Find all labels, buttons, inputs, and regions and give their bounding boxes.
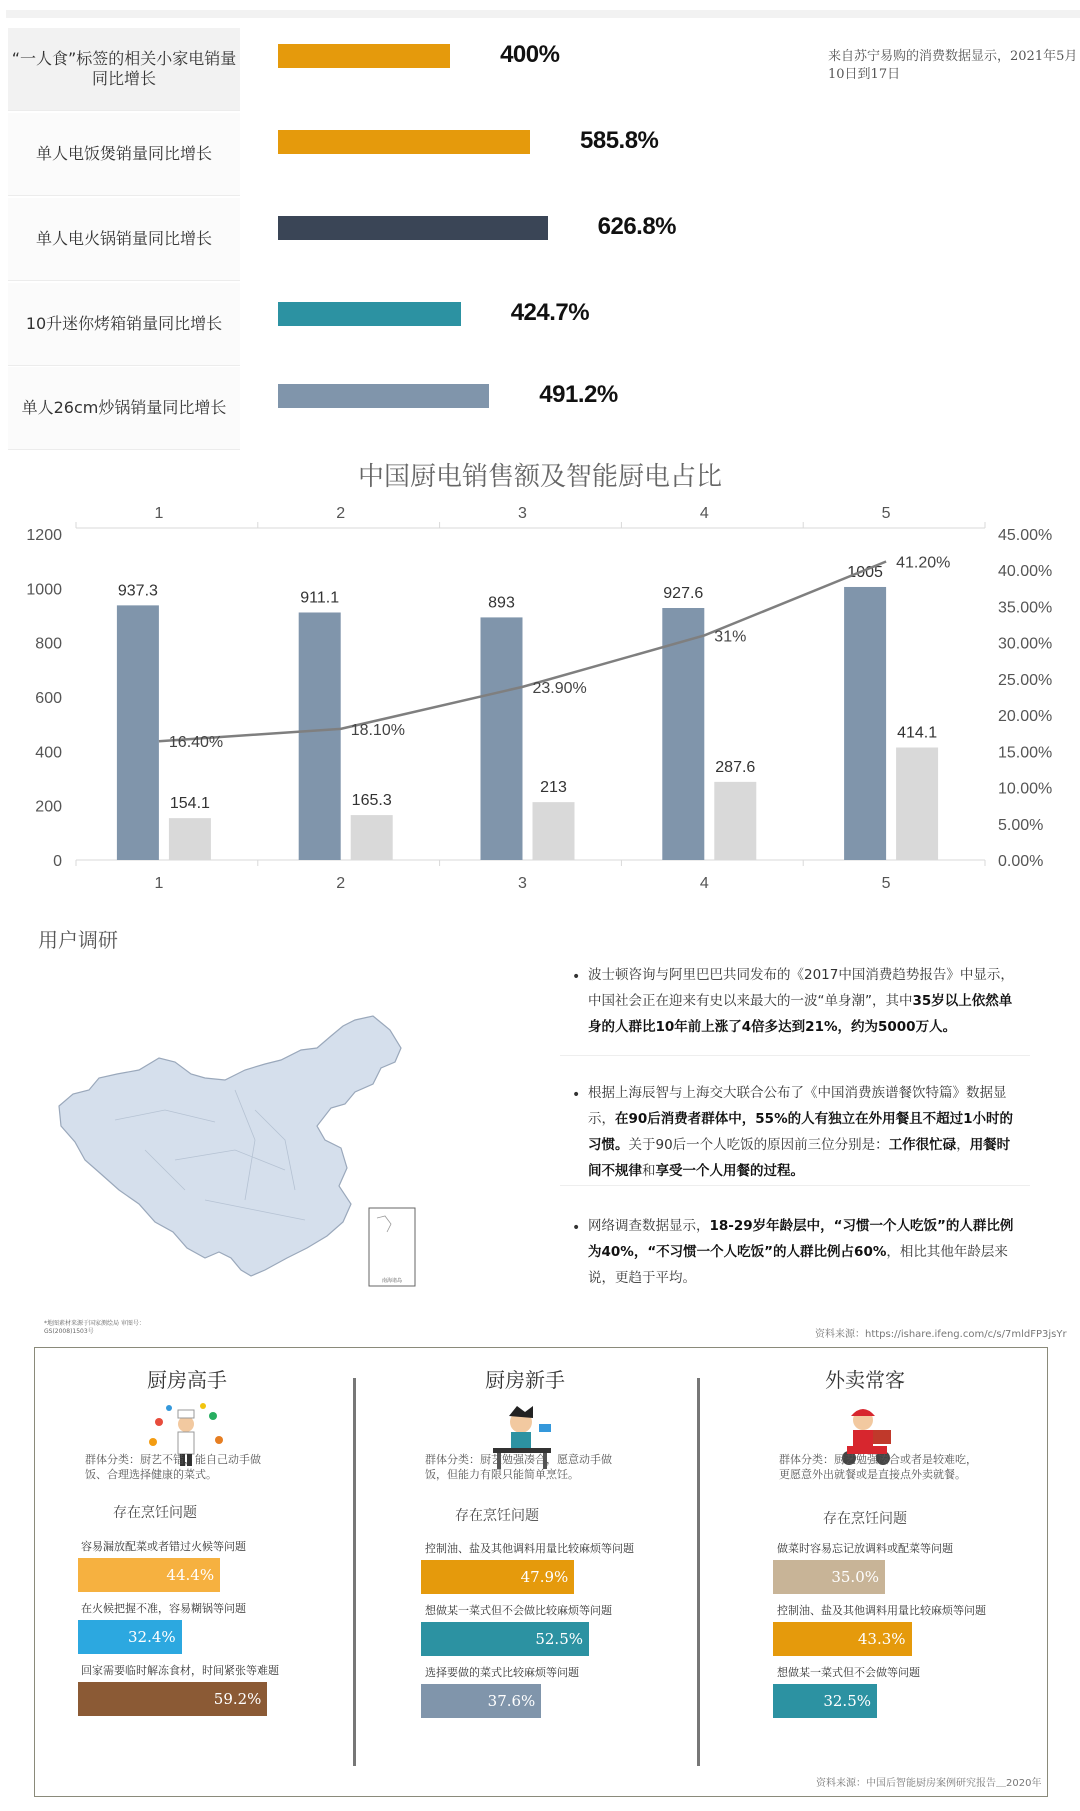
line-point-label: 31% bbox=[714, 628, 747, 646]
sales-growth-bar bbox=[278, 384, 489, 408]
issue-value: 32.5% bbox=[823, 1692, 871, 1710]
issue-bar bbox=[773, 1560, 885, 1594]
sales-growth-label: “一人食”标签的相关小家电销量同比增长 bbox=[8, 28, 240, 111]
survey-number-01: 01 bbox=[514, 973, 536, 994]
issue-bar bbox=[421, 1684, 541, 1718]
bar-smart bbox=[896, 748, 938, 860]
bar-sales-label: 1005 bbox=[847, 563, 883, 581]
issue-label: 控制油、盐及其他调料用量比较麻烦等问题 bbox=[777, 1604, 986, 1617]
y-tick-label: 600 bbox=[35, 690, 62, 707]
issue-label: 做菜时容易忘记放调料或配菜等问题 bbox=[777, 1542, 953, 1555]
bar-sales bbox=[844, 587, 886, 860]
map-note: *地图素材来源于国家测绘局 审图号：GS(2008)1503号 bbox=[44, 1320, 145, 1335]
y-tick-label: 800 bbox=[35, 635, 62, 653]
p2-highlight: 在90后消费者群体中，55%的人有独立在外用餐且不超过1小时的习惯。 bbox=[588, 1111, 1013, 1153]
x-tick-label: 1 bbox=[154, 875, 164, 892]
x-top-tick-label: 4 bbox=[699, 505, 709, 522]
line-point-label: 23.90% bbox=[532, 679, 587, 697]
groups-source: 资料来源：中国后智能厨房案例研究报告＿2020年 bbox=[816, 1778, 1042, 1789]
column-divider bbox=[353, 1378, 356, 1766]
y-tick-label: 1000 bbox=[26, 581, 62, 599]
bar-smart bbox=[533, 802, 575, 860]
sales-growth-source: 来自苏宁易购的消费数据显示，2021年5月10日到17日 bbox=[828, 49, 1078, 82]
issue-label: 想做某一菜式但不会做等问题 bbox=[777, 1666, 920, 1679]
survey-paragraph-2 bbox=[588, 1080, 1018, 1184]
sales-growth-panel bbox=[6, 18, 1080, 438]
panel-title-takeout: 外卖常客 bbox=[825, 1368, 905, 1392]
sales-growth-label: 单人电饭煲销量同比增长 bbox=[8, 113, 240, 196]
issue-value: 32.4% bbox=[128, 1628, 176, 1646]
chart-svg bbox=[0, 448, 1080, 908]
p1-text: 波士顿咨询与阿里巴巴共同发布的《2017中国消费趋势报告》中显示，中国社会正在迎来有史以来最大的一波“单身潮”，其中 bbox=[588, 967, 1014, 1009]
divider bbox=[560, 1185, 1030, 1186]
y2-tick-label: 30.00% bbox=[998, 635, 1053, 653]
bar-sales bbox=[117, 605, 159, 860]
bar-sales-label: 911.1 bbox=[300, 589, 340, 607]
issue-bar bbox=[78, 1620, 182, 1654]
x-top-tick-label: 2 bbox=[336, 505, 346, 522]
panel-sub-takeout: 存在烹饪问题 bbox=[823, 1511, 907, 1527]
panel-desc-expert: 群体分类：厨艺不错，能自己动手做饭、合理选择健康的菜式。 bbox=[85, 1453, 261, 1481]
bar-smart-label: 165.3 bbox=[351, 792, 392, 810]
x-top-tick-label: 1 bbox=[154, 505, 164, 522]
issue-value: 43.3% bbox=[857, 1630, 906, 1648]
issue-value: 59.2% bbox=[213, 1690, 262, 1708]
issue-bar bbox=[421, 1622, 589, 1656]
survey-number-02: 02 bbox=[514, 1085, 536, 1106]
sales-growth-value: 585.8% bbox=[580, 127, 659, 154]
y2-tick-label: 40.00% bbox=[998, 563, 1053, 581]
bullet-icon: • bbox=[572, 1220, 581, 1236]
sales-growth-label: 单人26cm炒锅销量同比增长 bbox=[8, 367, 240, 450]
x-tick-label: 5 bbox=[881, 875, 891, 892]
bar-smart-label: 154.1 bbox=[169, 795, 210, 813]
survey-title: 用户调研 bbox=[38, 928, 118, 952]
bar-smart-label: 213 bbox=[540, 779, 567, 797]
x-top-tick-label: 3 bbox=[518, 505, 527, 522]
sales-growth-label: 单人电火锅销量同比增长 bbox=[8, 198, 240, 281]
sales-growth-value: 626.8% bbox=[597, 213, 677, 240]
p2-text: 根据上海辰智与上海交大联合公布了《中国消费族谱餐饮特篇》数据显示， bbox=[588, 1085, 1007, 1127]
x-tick-label: 4 bbox=[699, 875, 709, 892]
chart-title: 中国厨电销售额及智能厨电占比 bbox=[357, 462, 722, 492]
p2-highlight-2: 工作很忙碌 bbox=[888, 1137, 957, 1153]
bar-smart bbox=[714, 782, 756, 860]
x-top-tick-label: 5 bbox=[881, 505, 891, 522]
issue-value: 52.5% bbox=[535, 1630, 583, 1648]
y-tick-label: 200 bbox=[35, 798, 62, 816]
line-point-label: 41.20% bbox=[896, 554, 951, 572]
bar-sales-label: 937.3 bbox=[117, 582, 158, 600]
bar-sales bbox=[299, 612, 341, 860]
line-point-label: 16.40% bbox=[168, 734, 224, 752]
bullet-icon: • bbox=[572, 969, 581, 985]
sales-growth-value: 400% bbox=[500, 41, 560, 68]
bar-sales-label: 927.6 bbox=[663, 585, 704, 603]
china-map bbox=[55, 1000, 425, 1294]
bar-smart-label: 287.6 bbox=[715, 758, 756, 776]
sales-growth-label: 10升迷你烤箱销量同比增长 bbox=[8, 283, 240, 366]
issue-bar bbox=[421, 1560, 574, 1594]
divider bbox=[560, 1055, 1030, 1056]
issue-bar bbox=[78, 1558, 220, 1592]
panel-title-novice: 厨房新手 bbox=[485, 1368, 565, 1392]
bar-sales bbox=[481, 617, 523, 860]
sales-growth-value: 424.7% bbox=[510, 299, 590, 326]
sales-growth-section bbox=[6, 10, 1080, 438]
bar-smart-label: 414.1 bbox=[897, 724, 938, 742]
y2-tick-label: 45.00% bbox=[998, 527, 1053, 544]
bar-smart bbox=[169, 818, 211, 860]
sales-growth-value: 491.2% bbox=[539, 381, 618, 408]
issue-bar bbox=[773, 1622, 912, 1656]
panel-desc-takeout: 群体分类：厨艺勉强凑合或者是较难吃，更愿意外出就餐或是直接点外卖就餐。 bbox=[779, 1453, 977, 1481]
p3-highlight: 18-29岁年龄层中，“习惯一个人吃饭”的人群比例为40%，“不习惯一个人吃饭”的人群比例占60% bbox=[588, 1218, 1014, 1260]
issue-label: 回家需要临时解冻食材，时间紧张等难题 bbox=[81, 1664, 279, 1677]
p2-and: 和 bbox=[642, 1163, 656, 1179]
y-tick-label: 0 bbox=[53, 853, 62, 870]
x-tick-label: 3 bbox=[518, 875, 527, 892]
y2-tick-label: 25.00% bbox=[998, 671, 1053, 689]
x-tick-label: 2 bbox=[336, 875, 346, 892]
issue-label: 容易漏放配菜或者错过火候等问题 bbox=[81, 1540, 246, 1553]
issue-bar bbox=[773, 1684, 877, 1718]
bar-sales-label: 893 bbox=[488, 594, 515, 612]
issue-label: 想做某一菜式但不会做比较麻烦等问题 bbox=[425, 1604, 612, 1617]
y2-tick-label: 15.00% bbox=[998, 744, 1053, 762]
p1-highlight: 35岁以上依然单身的人群比10年前上涨了4倍多达到21%，约为5000万人。 bbox=[588, 993, 1013, 1035]
survey-number-03: 03 bbox=[514, 1218, 536, 1239]
cooking-groups-section bbox=[34, 1347, 1048, 1797]
p3-text: 网络调查数据显示， bbox=[588, 1218, 710, 1234]
issue-label: 控制油、盐及其他调料用量比较麻烦等问题 bbox=[425, 1542, 634, 1555]
line-point-label: 18.10% bbox=[350, 721, 405, 739]
survey-source: 资料来源：https://ishare.ifeng.com/c/s/7mldFP3jsYr bbox=[815, 1329, 1067, 1340]
issue-label: 选择要做的菜式比较麻烦等问题 bbox=[425, 1666, 579, 1679]
y2-tick-label: 10.00% bbox=[998, 780, 1053, 798]
p2-highlight-3: 用餐时间不规律 bbox=[588, 1137, 1011, 1179]
column-divider bbox=[697, 1378, 700, 1766]
bullet-icon: • bbox=[572, 1087, 581, 1103]
survey-paragraph-1 bbox=[588, 962, 1018, 1040]
sales-growth-bar bbox=[278, 130, 530, 154]
panel-title-expert: 厨房高手 bbox=[147, 1368, 227, 1392]
y2-tick-label: 35.00% bbox=[998, 599, 1053, 617]
issue-label: 在火候把握不准，容易糊锅等问题 bbox=[81, 1602, 246, 1615]
issue-value: 44.4% bbox=[166, 1566, 215, 1584]
survey-paragraph-3 bbox=[588, 1213, 1018, 1291]
p2-highlight-4: 享受一个人用餐的过程。 bbox=[655, 1163, 804, 1179]
sales-growth-bar bbox=[278, 44, 450, 68]
p2-comma: ， bbox=[956, 1137, 970, 1153]
y-tick-label: 400 bbox=[35, 744, 62, 762]
issue-value: 47.9% bbox=[520, 1568, 569, 1586]
y2-tick-label: 20.00% bbox=[998, 708, 1053, 726]
sales-growth-bar bbox=[278, 216, 548, 240]
map-inset-label: 南海诸岛 bbox=[381, 1278, 403, 1284]
bar-smart bbox=[351, 815, 393, 860]
issue-value: 35.0% bbox=[831, 1568, 879, 1586]
issue-bar bbox=[78, 1682, 267, 1716]
kitchen-appliance-chart bbox=[0, 448, 1080, 908]
y-tick-label: 1200 bbox=[26, 527, 62, 544]
panel-sub-expert: 存在烹饪问题 bbox=[113, 1505, 197, 1521]
panel-sub-novice: 存在烹饪问题 bbox=[455, 1508, 539, 1524]
sales-growth-bar bbox=[278, 302, 461, 326]
issue-value: 37.6% bbox=[487, 1692, 536, 1710]
panel-desc-novice: 群体分类：厨艺勉强凑合，愿意动手做饭，但能力有限只能简单烹饪。 bbox=[425, 1453, 612, 1481]
p2-text-2: 关于90后一个人吃饭的原因前三位分别是： bbox=[628, 1137, 889, 1153]
p3-text-2: ，相比其他年龄层来说，更趋于平均。 bbox=[588, 1244, 1008, 1286]
y2-tick-label: 0.00% bbox=[998, 853, 1044, 870]
y2-tick-label: 5.00% bbox=[998, 816, 1044, 834]
china-map-icon bbox=[55, 1000, 425, 1290]
